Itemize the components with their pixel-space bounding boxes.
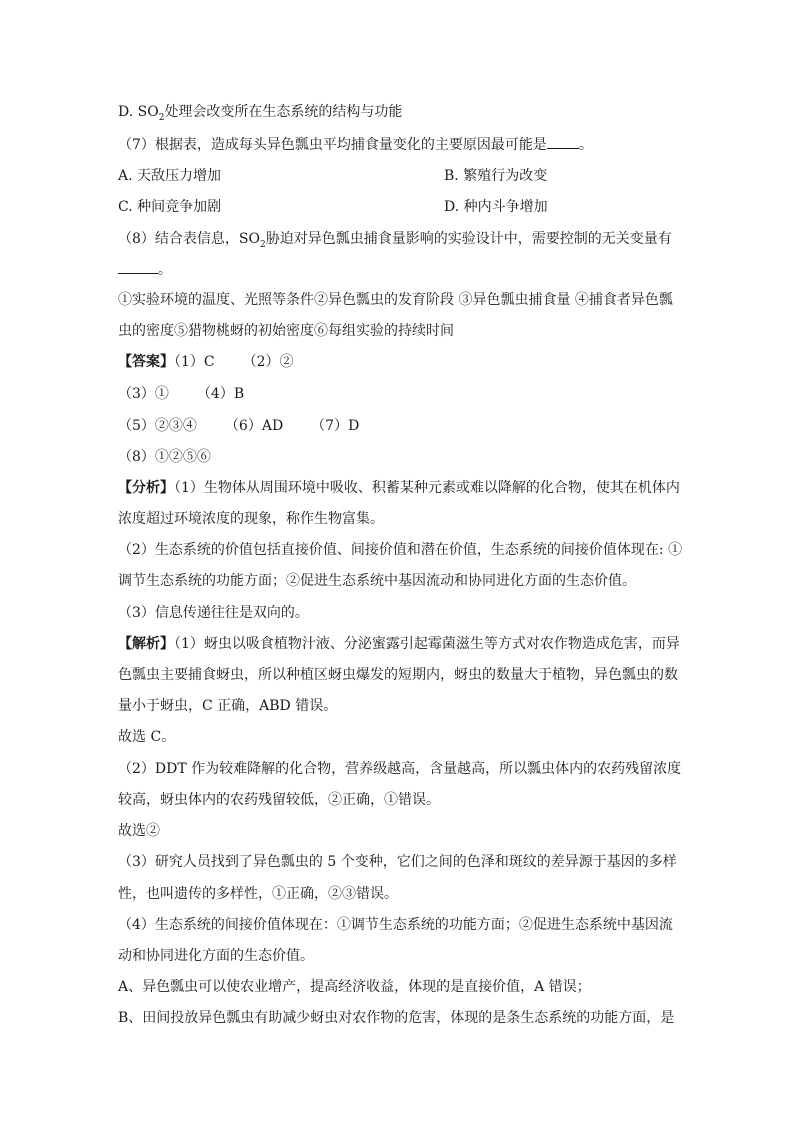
explanation-p3-line1: （3）研究人员找到了异色瓢虫的 5 个变种，它们之间的色泽和斑纹的差异源于基因的多样 (118, 854, 677, 870)
analysis-label: 【分析】 (118, 480, 174, 496)
q7-option-d: D. 种内斗争增加 (444, 199, 548, 215)
q8-stem: （8）结合表信息，$SO_2$胁迫对异色瓢虫捕食量影响的实验设计中，需要控制的无关变量有 (118, 231, 672, 250)
analysis-p3-line1: （3）信息传递往往是双向的。 (118, 605, 309, 621)
q8-choices-line1: ①实验环境的温度、光照等条件②异色瓢虫的发育阶段 ③异色瓢虫捕食量 ④捕食者异色瓢 (118, 292, 673, 308)
q7-options-row2 (118, 197, 678, 217)
explanation-p4-a: A、异色瓢虫可以使农业增产，提高经济收益，体现的是直接价值，A 错误； (118, 979, 591, 995)
q7-options-row1 (118, 166, 678, 186)
analysis-p1-line1: 【分析】（1）生物体从周围环境中吸收、积蓄某种元素或难以降解的化合物，使其在机体内 (118, 480, 680, 496)
answer-blank (547, 134, 579, 149)
q7-stem: （7）根据表，造成每头异色瓢虫平均捕食量变化的主要原因最可能是 。 (118, 134, 678, 154)
answer-label: 【答案】 (118, 354, 174, 370)
answer-blank (118, 259, 158, 274)
q7-option-c: C. 种间竞争加剧 (118, 199, 222, 215)
q7-option-a: A. 天敌压力增加 (118, 168, 222, 184)
explanation-label: 【解析】 (118, 636, 174, 652)
q7-option-b: B. 繁殖行为改变 (444, 168, 548, 184)
explanation-p2-line1: （2）DDT 作为较难降解的化合物，营养级越高，含量越高，所以瓢虫体内的农药残留浓度 (118, 761, 682, 777)
explanation-p4-line2: 动和协同进化方面的生态价值。 (118, 948, 314, 964)
explanation-p2-line2: 较高，蚜虫体内的农药残留较低，②正确，①错误。 (118, 792, 440, 808)
explanation-p4-line1: （4）生态系统的间接价值体现在：①调节生态系统的功能方面；②促进生态系统中基因流 (118, 917, 673, 933)
explanation-p1-line1: 【解析】（1）蚜虫以吸食植物汁液、分泌蜜露引起霉菌滋生等方式对农作物造成危害，而异 (118, 636, 680, 652)
answer-line3: （5）②③④ （6）AD （7）D (118, 418, 360, 434)
explanation-p3-line2: 性，也叫遗传的多样性，①正确，②③错误。 (118, 886, 398, 902)
analysis-p1-line2: 浓度超过环境浓度的现象，称作生物富集。 (118, 511, 384, 527)
explanation-p4-b: B、田间投放异色瓢虫有助减少蚜虫对农作物的危害，体现的是条生态系统的功能方面，是 (118, 1010, 675, 1026)
answer-line2: （3）① （4）B (118, 386, 245, 402)
analysis-p2-line1: （2）生态系统的价值包括直接价值、间接价值和潜在价值，生态系统的间接价值体现在: ① (118, 542, 683, 558)
q6-option-d: D. $SO_2$处理会改变所在生态系统的结构与功能 (118, 104, 403, 123)
q8-stem-blank: 。 (118, 259, 678, 279)
answer-line4: （8）①②⑤⑥ (118, 449, 211, 465)
explanation-p1-conclusion: 故选 C。 (118, 729, 176, 745)
answer-line1: 【答案】（1）C （2）② (118, 354, 294, 370)
analysis-p2-line2: 调节生态系统的功能方面；②促进生态系统中基因流动和协同进化方面的生态价值。 (118, 573, 636, 589)
explanation-p2-conclusion: 故选② (118, 823, 160, 839)
explanation-p1-line3: 量小于蚜虫，C 正确，ABD 错误。 (118, 698, 338, 714)
explanation-p1-line2: 色瓢虫主要捕食蚜虫，所以种植区蚜虫爆发的短期内，蚜虫的数量大于植物，异色瓢虫的数 (118, 667, 678, 683)
q8-choices-line2: 虫的密度⑤猎物桃蚜的初始密度⑥每组实验的持续时间 (118, 323, 454, 339)
